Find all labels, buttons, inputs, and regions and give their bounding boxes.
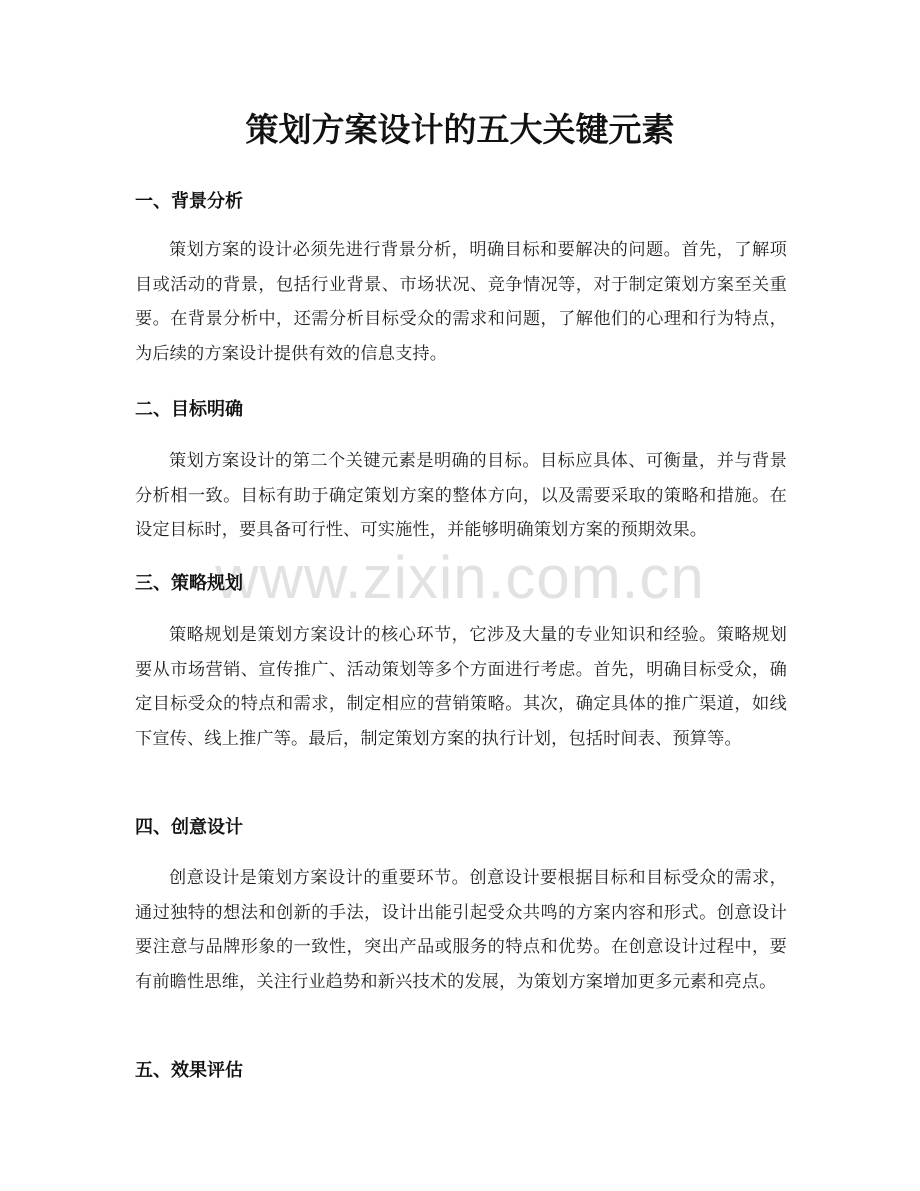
section-heading-background: 一、背景分析 bbox=[135, 191, 243, 212]
watermark: www.zixin.com.cn bbox=[215, 544, 705, 611]
section-paragraph-goals: 策划方案设计的第二个关键元素是明确的目标。目标应具体、可衡量，并与背景分析相一致。目标有助于确定策划方案的整体方向，以及需要采取的策略和措施。在设定目标时，要具备可行性、可实施性，并能够明确策划方案的预期效果。 bbox=[135, 451, 787, 540]
section-paragraph-background: 策划方案的设计必须先进行背景分析，明确目标和要解决的问题。首先，了解项目或活动的背景，包括行业背景、市场状况、竞争情况等，对于制定策划方案至关重要。在背景分析中，还需分析目标受众的需求和问题，了解他们的心理和行为特点，为后续的方案设计提供有效的信息支持。 bbox=[135, 240, 787, 364]
section-heading-goals: 二、目标明确 bbox=[135, 399, 243, 420]
section-heading-strategy: 三、策略规划 bbox=[135, 573, 243, 594]
section-heading-evaluation: 五、效果评估 bbox=[135, 1060, 243, 1081]
section-paragraph-creative: 创意设计是策划方案设计的重要环节。创意设计要根据目标和目标受众的需求，通过独特的想法和创新的手法，设计出能引起受众共鸣的方案内容和形式。创意设计要注意与品牌形象的一致性，突出产品或服务的特点和优势。在创意设计过程中，要有前瞻性思维，关注行业趋势和新兴技术的发展，为策划方案增加更多元素和亮点。 bbox=[135, 868, 787, 992]
section-heading-creative: 四、创意设计 bbox=[135, 817, 243, 838]
section-paragraph-strategy: 策略规划是策划方案设计的核心环节，它涉及大量的专业知识和经验。策略规划要从市场营销、宣传推广、活动策划等多个方面进行考虑。首先，明确目标受众，确定目标受众的特点和需求，制定相应的营销策略。其次，确定具体的推广渠道，如线下宣传、线上推广等。最后，制定策划方案的执行计划，包括时间表、预算等。 bbox=[135, 625, 787, 749]
document-title: 策划方案设计的五大关键元素 bbox=[245, 110, 675, 149]
